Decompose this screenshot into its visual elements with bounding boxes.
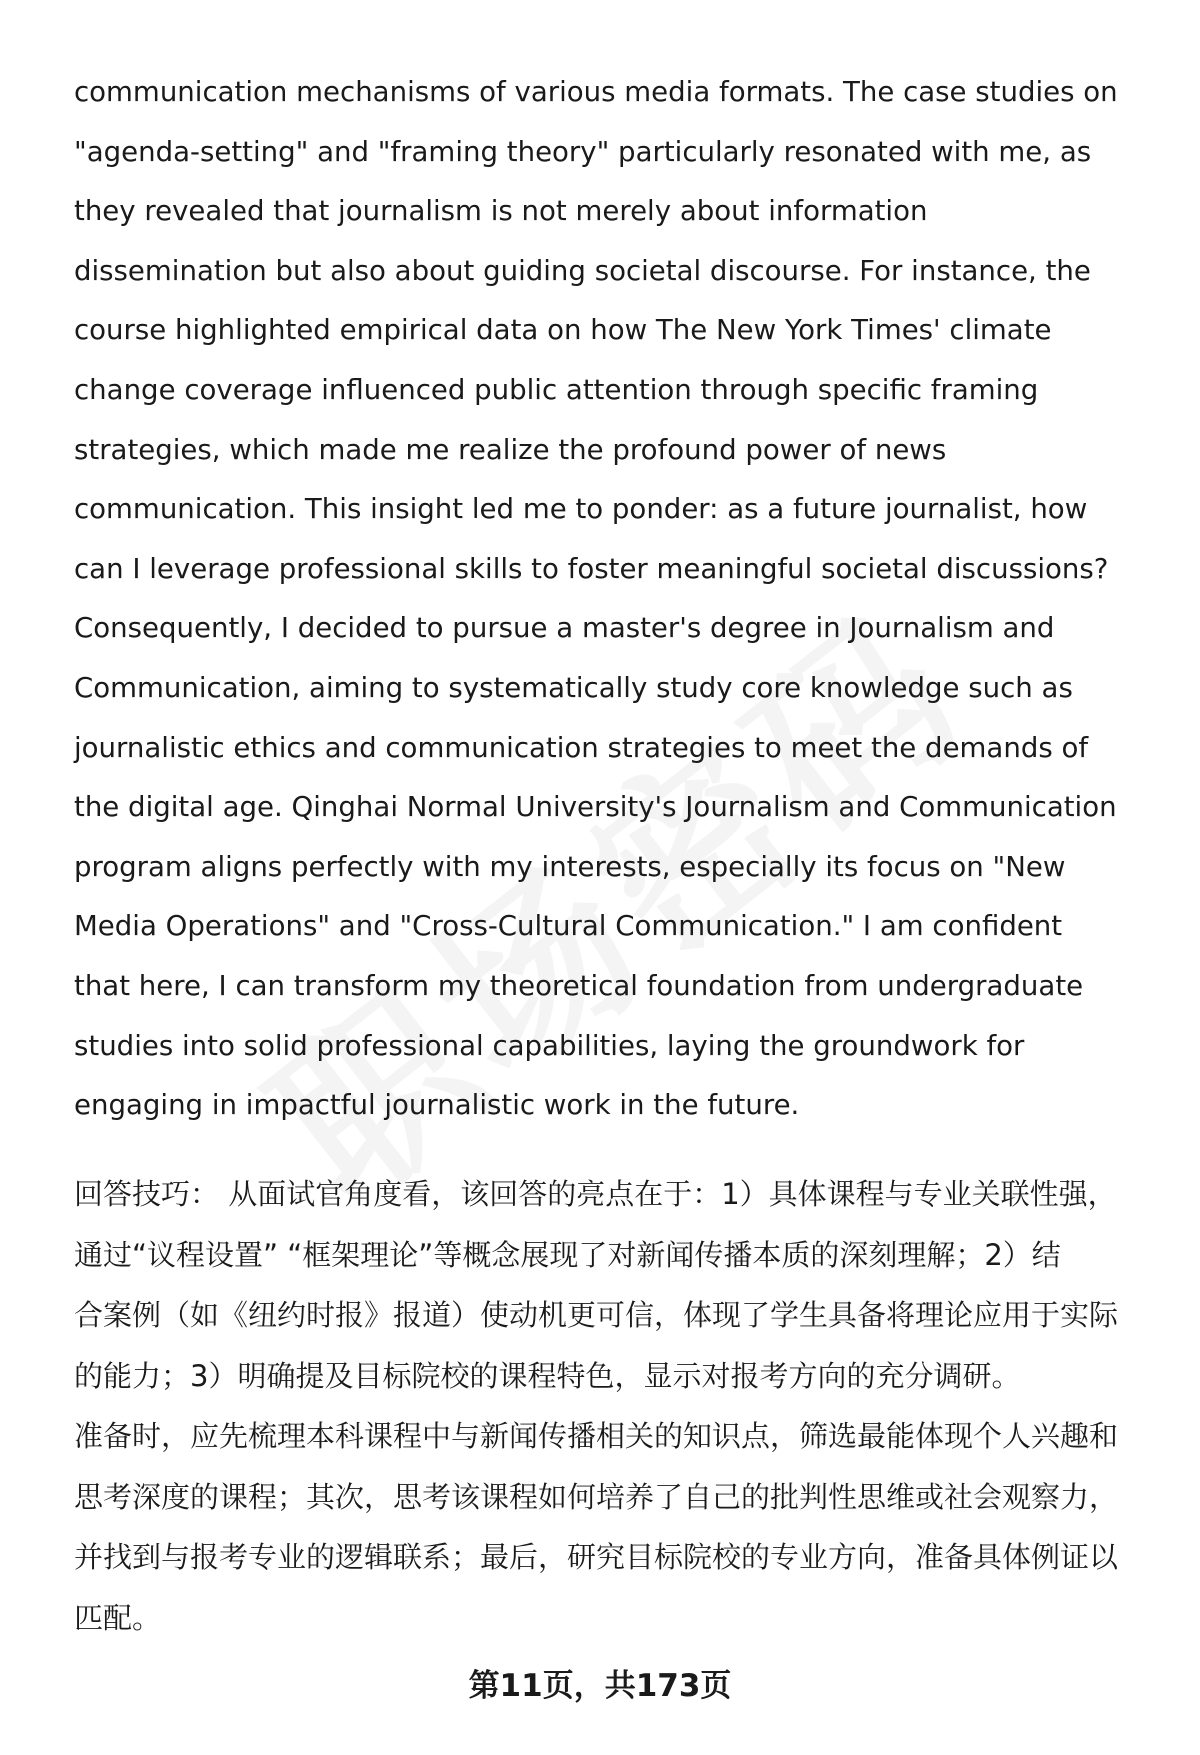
paragraph-line: journalistic ethics and communication strategies to meet the demands of — [74, 730, 1089, 764]
paragraph-line: change coverage influenced public attention through specific framing — [74, 372, 1039, 406]
page-number: 第11页，共173页 — [468, 1668, 732, 1704]
answer-tips — [74, 1164, 1164, 1648]
paragraph-line: Communication, aiming to systematically study core knowledge such as — [74, 670, 1073, 704]
tips-line: 思考深度的课程；其次，思考该课程如何培养了自己的批判性思维或社会观察力， — [74, 1479, 1119, 1514]
paragraph-line: that here, I can transform my theoretical foundation from undergraduate — [74, 968, 1084, 1002]
tips-line: 并找到与报考专业的逻辑联系；最后，研究目标院校的专业方向，准备具体例证以 — [74, 1540, 1119, 1574]
tips-line: 合案例（如《纽约时报》报道）使动机更可信，体现了学生具备将理论应用于实际 — [74, 1298, 1119, 1332]
paragraph-line: strategies, which made me realize the profound power of news — [74, 432, 947, 466]
paragraph-line: the digital age. Qinghai Normal University's Journalism and Communication — [74, 790, 1117, 824]
tips-line: 匹配。 — [74, 1600, 162, 1635]
paragraph-line: course highlighted empirical data on how The New York Times' climate — [74, 313, 1052, 347]
paragraph-line: Consequently, I decided to pursue a master's degree in Journalism and — [74, 611, 1055, 645]
tips-line: 回答技巧： 从面试官角度看，该回答的亮点在于：1）具体课程与专业关联性强， — [74, 1177, 1117, 1211]
paragraph-line: communication. This insight led me to ponder: as a future journalist, how — [74, 492, 1088, 526]
answer-paragraph — [74, 62, 1154, 1135]
paragraph-line: "agenda-setting" and "framing theory" particularly resonated with me, as — [74, 134, 1092, 168]
paragraph-line: dissemination but also about guiding societal discourse. For instance, the — [74, 253, 1091, 287]
tips-line: 的能力；3）明确提及目标院校的课程特色，显示对报考方向的充分调研。 — [74, 1358, 1021, 1393]
paragraph-line: they revealed that journalism is not merely about information — [74, 194, 928, 228]
paragraph-line: program aligns perfectly with my interests, especially its focus on "New — [74, 849, 1066, 883]
tips-line: 准备时，应先梳理本科课程中与新闻传播相关的知识点，筛选最能体现个人兴趣和 — [74, 1419, 1119, 1453]
paragraph-line: can I leverage professional skills to foster meaningful societal discussions? — [74, 551, 1109, 585]
paragraph-line: Media Operations" and "Cross-Cultural Communication." I am confident — [74, 909, 1063, 943]
paragraph-line: engaging in impactful journalistic work in the future. — [74, 1088, 800, 1122]
tips-line: 通过“议程设置” “框架理论”等概念展现了对新闻传播本质的深刻理解；2）结 — [74, 1237, 1061, 1272]
paragraph-line: studies into solid professional capabilities, laying the groundwork for — [74, 1028, 1025, 1062]
paragraph-line: communication mechanisms of various media formats. The case studies on — [74, 75, 1118, 108]
